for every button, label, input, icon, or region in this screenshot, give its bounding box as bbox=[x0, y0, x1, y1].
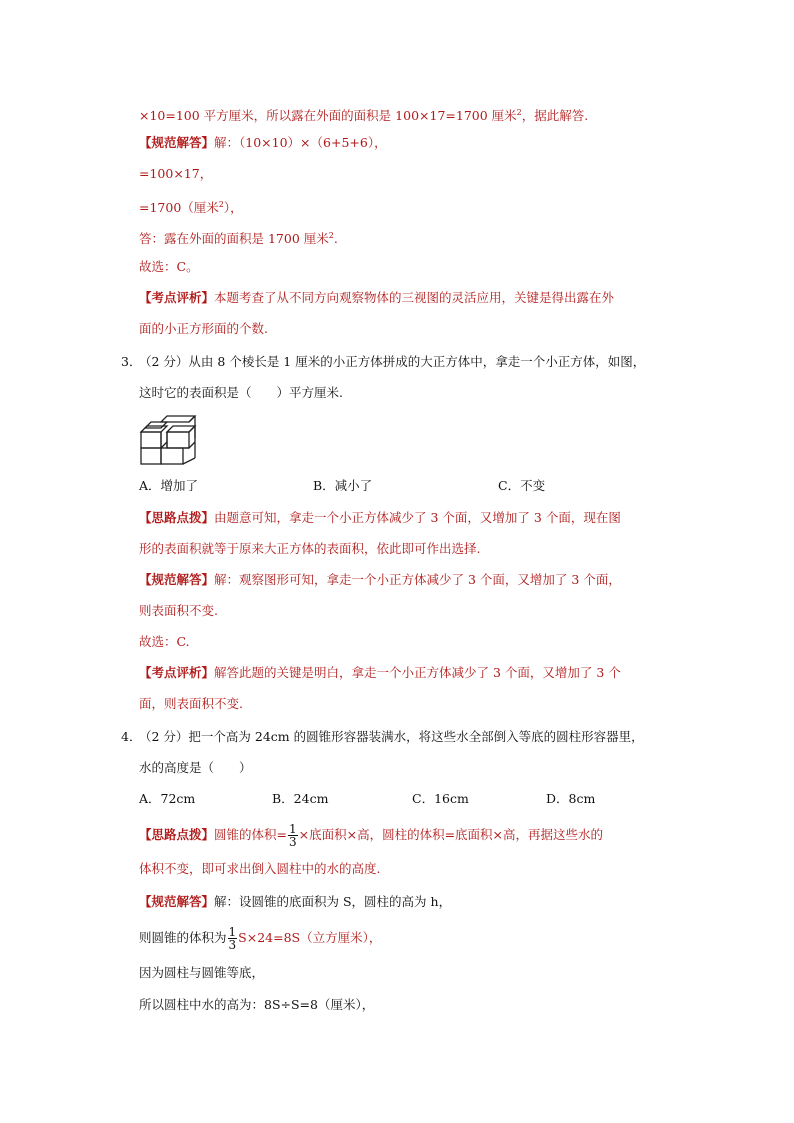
q3-hint-line2: 形的表面积就等于原来大正方体的表面积，依此即可作出选择. bbox=[139, 541, 481, 556]
q2-calc-line: ×10=100 平方厘米，所以露在外面的面积是 100×17=1700 厘米$^2$，据此解答. bbox=[139, 108, 589, 123]
q3-review-line1: 【考点评析】解答此题的关键是明白，拿走一个小正方体减少了 3 个面，又增加了 3 个 bbox=[139, 665, 621, 680]
solution-fraction: $\frac{1}{3}$ bbox=[228, 925, 237, 952]
q3-stem-line1: （2 分）从由 8 个棱长是 1 厘米的小正方体拼成的大正方体中，拿走一个小正方体，如图， bbox=[139, 354, 646, 369]
q4-option-c: C．16cm bbox=[412, 791, 469, 806]
q2-answer: 答：露在外面的面积是 1700 厘米$^2$. bbox=[139, 231, 338, 246]
q4-number: 4． bbox=[121, 729, 142, 744]
q4-option-a: A．72cm bbox=[139, 791, 196, 806]
q4-stem-line2: 水的高度是（ ） bbox=[139, 760, 252, 775]
q3-choice: 故选：C. bbox=[139, 634, 190, 649]
q3-option-b: B．减小了 bbox=[313, 478, 373, 493]
q2-solution-line: 【规范解答】解：（10×10）×（6+5+6）， bbox=[139, 135, 387, 150]
q3-review-line2: 面，则表面积不变. bbox=[139, 696, 243, 711]
q4-option-b: B．24cm bbox=[272, 791, 329, 806]
q2-review-line2: 面的小正方形面的个数. bbox=[139, 321, 268, 336]
q3-solution-line2: 则表面积不变. bbox=[139, 603, 218, 618]
q4-solution-line3: 因为圆柱与圆锥等底， bbox=[139, 965, 265, 980]
q3-hint-line1: 【思路点拨】由题意可知，拿走一个小正方体减少了 3 个面，又增加了 3 个面，现在图 bbox=[139, 510, 621, 525]
q2-review-line1: 【考点评析】本题考查了从不同方向观察物体的三视图的灵活应用，关键是得出露在外 bbox=[139, 290, 615, 305]
q4-stem-line1: （2 分）把一个高为 24cm 的圆锥形容器装满水，将这些水全部倒入等底的圆柱形容器里， bbox=[139, 729, 644, 744]
q3-solution-line1: 【规范解答】解：观察图形可知，拿走一个小正方体减少了 3 个面，又增加了 3 个面， bbox=[139, 572, 621, 587]
q4-solution-line2: 则圆锥的体积为 $\frac{1}{3}$ S×24=8S（立方厘米）， bbox=[139, 925, 382, 952]
q2-choice: 故选：C。 bbox=[139, 259, 199, 274]
q4-hint-line1: 【思路点拨】圆锥的体积= $\frac{1}{3}$ ×底面积×高，圆柱的体积=底面积×高，再据这些水的 bbox=[139, 822, 604, 849]
q2-solution-step2: =100×17， bbox=[139, 166, 213, 181]
q4-solution-line4: 所以圆柱中水的高为：8S÷S=8（厘米）， bbox=[139, 997, 375, 1012]
q3-stem-line2: 这时它的表面积是（ ）平方厘米. bbox=[139, 385, 343, 400]
q4-option-d: D．8cm bbox=[546, 791, 596, 806]
q3-option-c: C．不变 bbox=[498, 478, 546, 493]
q4-solution-line1: 【规范解答】解：设圆锥的底面积为 S，圆柱的高为 h， bbox=[139, 894, 452, 909]
hint-fraction: $\frac{1}{3}$ bbox=[289, 822, 297, 849]
q3-number: 3． bbox=[121, 354, 142, 369]
q3-option-a: A．增加了 bbox=[139, 478, 199, 493]
cube-figure bbox=[139, 414, 201, 466]
q2-solution-step3: =1700（厘米$^2$）， bbox=[139, 200, 243, 215]
q4-hint-line2: 体积不变，即可求出倒入圆柱中的水的高度. bbox=[139, 861, 381, 876]
